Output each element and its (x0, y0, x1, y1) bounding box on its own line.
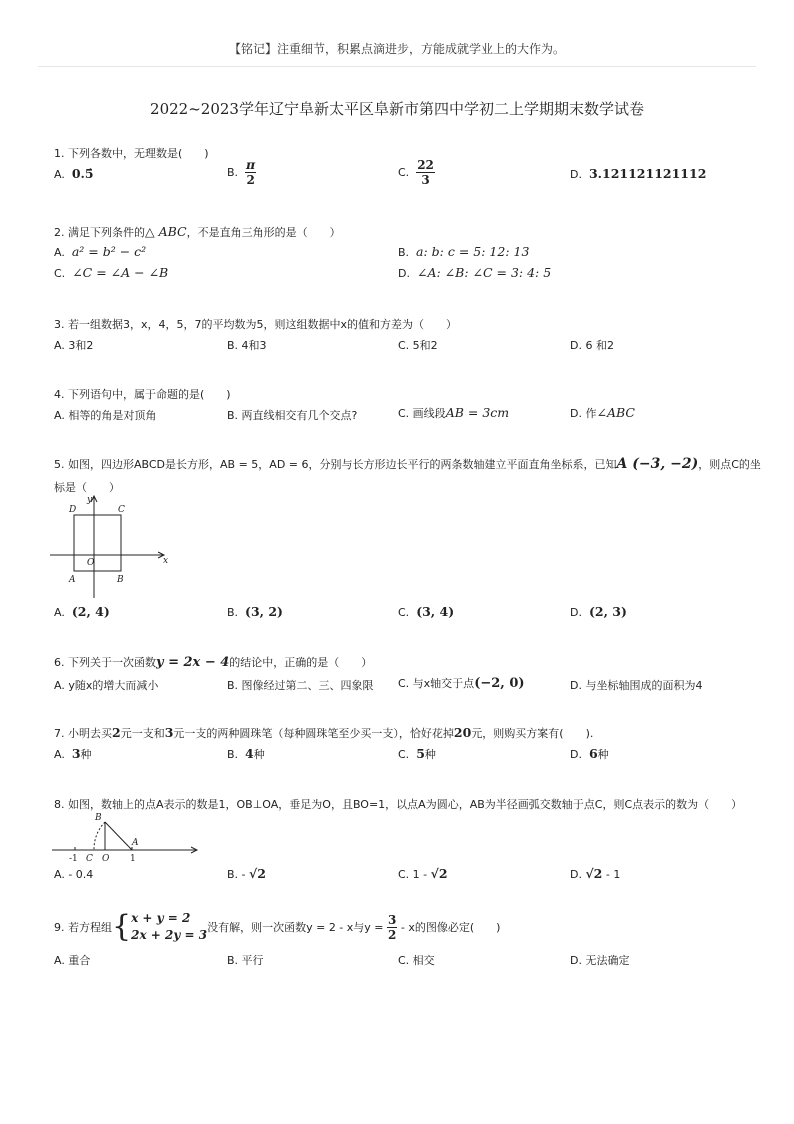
q9-option-d: D. 无法确定 (570, 954, 630, 967)
q3-option-c: C. 5和2 (398, 339, 438, 352)
q7-stem: 7. 小明去买2元一支和3元一支的两种圆珠笔（每种圆珠笔至少买一支），恰好花掉20元，则购买方案有( ). (54, 725, 594, 740)
q8-label-neg1: -1 (69, 854, 78, 864)
q6-option-c: C. 与x轴交于点(−2, 0) (398, 676, 525, 691)
q6-stem: 6. 下列关于一次函数y = 2x − 4的结论中，正确的是（ ） (54, 655, 373, 670)
q9-system-brace: { (112, 909, 132, 944)
q5-stem: 5. 如图，四边形ABCD是长方形，AB = 5，AD = 6，分别与长方形边长平行的两条数轴建立平面直角坐标系，已知A (−3, −2)，则点C的坐 (54, 456, 761, 472)
exam-title: 2022~2023学年辽宁阜新太平区阜新市第四中学初二上学期期末数学试卷 (150, 100, 644, 118)
q5-option-c: C. (3, 4) (398, 604, 455, 619)
q5-rectangle (74, 515, 121, 571)
q5-label-b: B (117, 575, 124, 585)
q4-option-d: D. 作∠ABC (570, 405, 635, 420)
header-motto: 【铭记】注重细节，积累点滴进步，方能成就学业上的大作为。 (228, 42, 565, 56)
q5-stem-line2: 标是（ ） (54, 481, 120, 494)
q1-option-a: A. 0.5̇ (54, 166, 94, 181)
q6-option-d: D. 与坐标轴围成的面积为4 (570, 679, 703, 692)
q7-option-b: B. 4种 (227, 746, 265, 761)
q8-figure (52, 810, 202, 864)
q9-option-a: A. 重合 (54, 954, 91, 967)
q9-equation-system: x + y = 2 2x + 2y = 3 (131, 911, 208, 942)
header-divider (38, 66, 756, 67)
q2-stem: 2. 满足下列条件的△ ABC，不是直角三角形的是（ ） (54, 224, 341, 239)
q9-option-b: B. 平行 (227, 954, 264, 967)
q2-option-d: D. ∠A: ∠B: ∠C = 3: 4: 5 (398, 265, 552, 280)
q5-label-a: A (69, 575, 76, 585)
q8-label-b: B (95, 813, 102, 823)
q8-option-a: A. - 0.4 (54, 868, 94, 881)
q1-option-c: C. $\frac{22}{3}$ (398, 158, 434, 187)
q3-stem: 3. 若一组数据3，x，4，5，7的平均数为5，则这组数据中x的值和方差为（ ） (54, 318, 458, 331)
q7-option-d: D. 6种 (570, 746, 609, 761)
q6-option-a: A. y随x的增大而减小 (54, 679, 159, 692)
q5-label-c: C (118, 505, 125, 515)
q1-stem: 1. 下列各数中，无理数是( ) (54, 147, 209, 160)
q1-option-d: D. 3.121121121112 (570, 166, 707, 181)
q9-option-c: C. 相交 (398, 954, 435, 967)
q3-option-b: B. 4和3 (227, 339, 267, 352)
q5-label-d: D (69, 505, 77, 515)
q8-arc (94, 822, 105, 850)
q7-option-c: C. 5种 (398, 746, 436, 761)
q5-option-d: D. (2, 3) (570, 604, 627, 619)
q5-figure (50, 494, 175, 599)
q2-option-a: A. a² = b² − c² (54, 244, 147, 259)
q7-option-a: A. 3种 (54, 746, 92, 761)
q4-option-a: A. 相等的角是对顶角 (54, 409, 157, 422)
q8-option-b: B. - √2 (227, 866, 266, 881)
q1-option-b: B. $\frac{\pi}{2}$ (227, 157, 256, 187)
q4-stem: 4. 下列语句中，属于命题的是( ) (54, 388, 231, 401)
q4-option-b: B. 两直线相交有几个交点? (227, 409, 358, 422)
q2-option-b: B. a: b: c = 5: 12: 13 (398, 244, 530, 259)
q8-segment-ab (105, 822, 132, 850)
q9-stem: 9. 若方程组{ x + y = 2 2x + 2y = 3 没有解，则一次函数y = 2 - x与y = $\frac{3}{2}$ - x的图像必定( ) (54, 909, 501, 944)
q8-option-d: D. √2 - 1 (570, 866, 621, 881)
q4-option-c: C. 画线段AB = 3cm (398, 405, 510, 420)
q8-label-one: 1 (130, 854, 136, 864)
q8-option-c: C. 1 - √2 (398, 866, 448, 881)
q3-option-a: A. 3和2 (54, 339, 94, 352)
q8-label-o: O (102, 854, 110, 864)
q8-label-a: A (132, 838, 139, 848)
q2-option-c: C. ∠C = ∠A − ∠B (54, 265, 169, 280)
q5-label-o: O (87, 558, 95, 568)
q8-stem: 8. 如图，数轴上的点A表示的数是1，OB⊥OA，垂足为O，且BO=1，以点A为圆心，AB为半径画弧交数轴于点C，则C点表示的数为（ ） (54, 798, 743, 811)
q3-option-d: D. 6 和2 (570, 339, 614, 352)
q5-option-a: A. (2, 4) (54, 604, 110, 619)
q5-option-b: B. (3, 2) (227, 604, 283, 619)
q6-option-b: B. 图像经过第二、三、四象限 (227, 679, 374, 692)
q5-label-x: x (163, 556, 169, 566)
q5-label-y: y (87, 495, 93, 505)
q8-label-c: C (86, 854, 93, 864)
